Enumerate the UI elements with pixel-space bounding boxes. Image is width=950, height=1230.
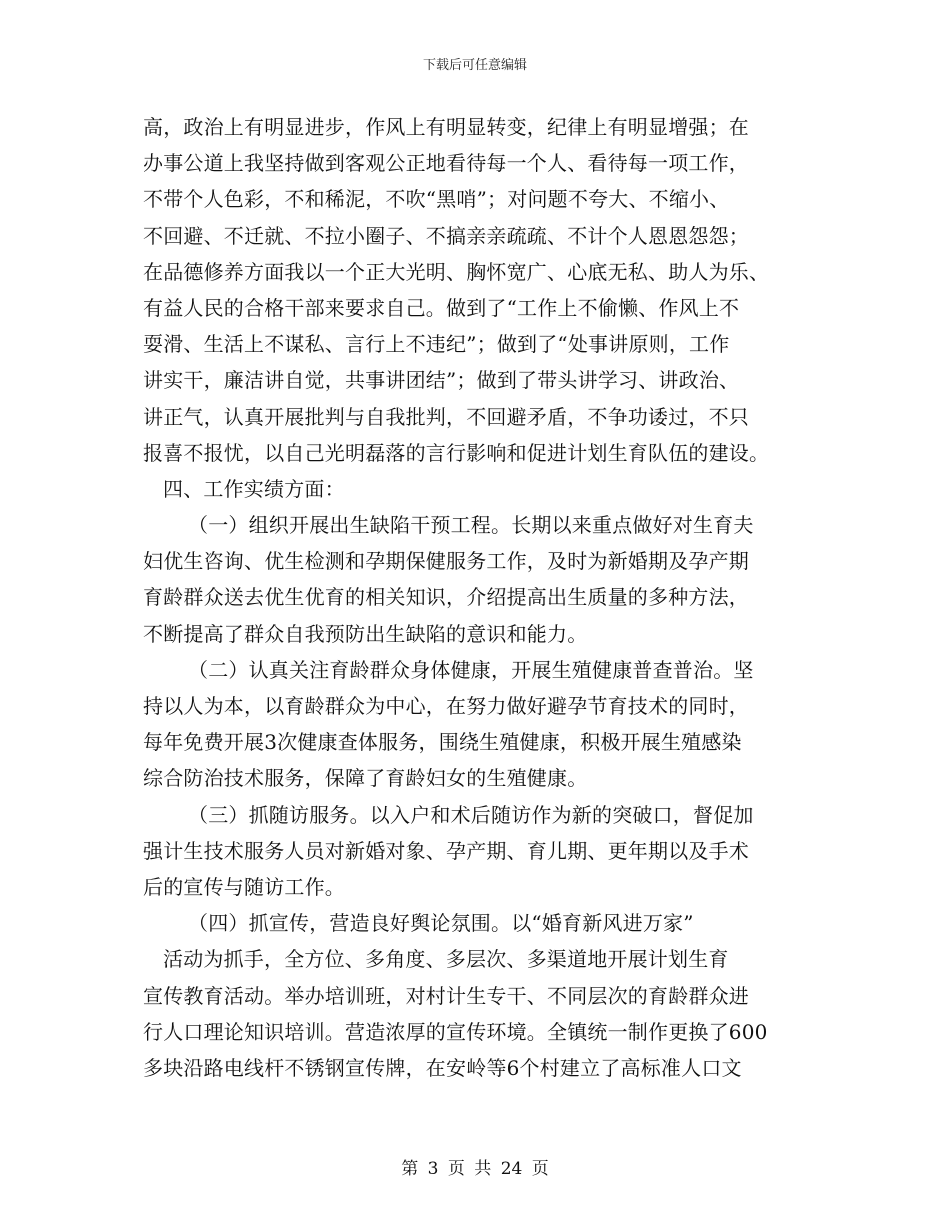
text-line: 行人口理论知识培训。营造浓厚的宣传环境。全镇统一制作更换了600 — [143, 1019, 768, 1044]
text-line: 多块沿路电线杆不锈钢宣传牌，在安岭等6个村建立了高标准人口文 — [143, 1055, 742, 1080]
paragraph-start: （三）抓随访服务。以入户和术后随访作为新的突破口，督促加 — [188, 802, 754, 827]
text-line: 有益人民的合格干部来要求自己。做到了“工作上不偷懒、作风上不 — [143, 295, 740, 320]
text-line: 报喜不报忧，以自己光明磊落的言行影响和促进计划生育队伍的建设。 — [143, 440, 770, 465]
section-heading: 四、工作实绩方面： — [163, 476, 345, 501]
page-footer: 第 3 页 共 24 页 — [401, 1159, 549, 1179]
paragraph-start: 活动为抓手，全方位、多角度、多层次、多渠道地开展计划生育 — [163, 947, 729, 972]
paragraph-start: （二）认真关注育龄群众身体健康，开展生殖健康普查普治。坚 — [188, 657, 754, 682]
paragraph-start: （一）组织开展出生缺陷干预工程。长期以来重点做好对生育夫 — [188, 513, 754, 538]
text-line: 强计生技术服务人员对新婚对象、孕产期、育儿期、更年期以及手术 — [143, 838, 749, 863]
text-line: 办事公道上我坚持做到客观公正地看待每一个人、看待每一项工作， — [143, 151, 749, 176]
text-line: 宣传教育活动。举办培训班，对村计生专干、不同层次的育龄群众进 — [143, 983, 749, 1008]
text-line: 妇优生咨询、优生检测和孕期保健服务工作，及时为新婚期及孕产期 — [143, 549, 749, 574]
text-line: 耍滑、生活上不谋私、言行上不违纪”；做到了“处事讲原则，工作 — [143, 332, 730, 357]
text-line: 在品德修养方面我以一个正大光明、胸怀宽广、心底无私、助人为乐、 — [143, 259, 770, 284]
text-line: 讲正气，认真开展批判与自我批判，不回避矛盾，不争功诿过，不只 — [143, 404, 749, 429]
text-line: 后的宣传与随访工作。 — [143, 874, 345, 899]
page-header: 下载后可任意编辑 — [422, 58, 527, 73]
paragraph-start: （四）抓宣传，营造良好舆论氛围。以“婚育新风进万家” — [188, 911, 694, 936]
document-body — [143, 109, 813, 1086]
text-line: 持以人为本，以育龄群众为中心，在努力做好避孕节育技术的同时， — [143, 694, 749, 718]
text-line: 不带个人色彩，不和稀泥，不吹“黑哨”；对问题不夸大、不缩小、 — [143, 187, 730, 212]
text-line: 讲实干，廉洁讲自觉，共事讲团结”；做到了带头讲学习、讲政治、 — [143, 368, 740, 393]
text-line: 不断提高了群众自我预防出生缺陷的意识和能力。 — [143, 621, 588, 646]
text-line: 每年免费开展3次健康查体服务，围绕生殖健康，积极开展生殖感染 — [143, 730, 742, 755]
text-line: 综合防治技术服务，保障了育龄妇女的生殖健康。 — [143, 766, 588, 791]
text-line: 育龄群众送去优生优育的相关知识，介绍提高出生质量的多种方法， — [143, 585, 749, 610]
text-line: 高，政治上有明显进步，作风上有明显转变，纪律上有明显增强；在 — [143, 115, 749, 139]
text-line: 不回避、不迁就、不拉小圈子、不搞亲亲疏疏、不计个人恩恩怨怨； — [143, 223, 749, 248]
